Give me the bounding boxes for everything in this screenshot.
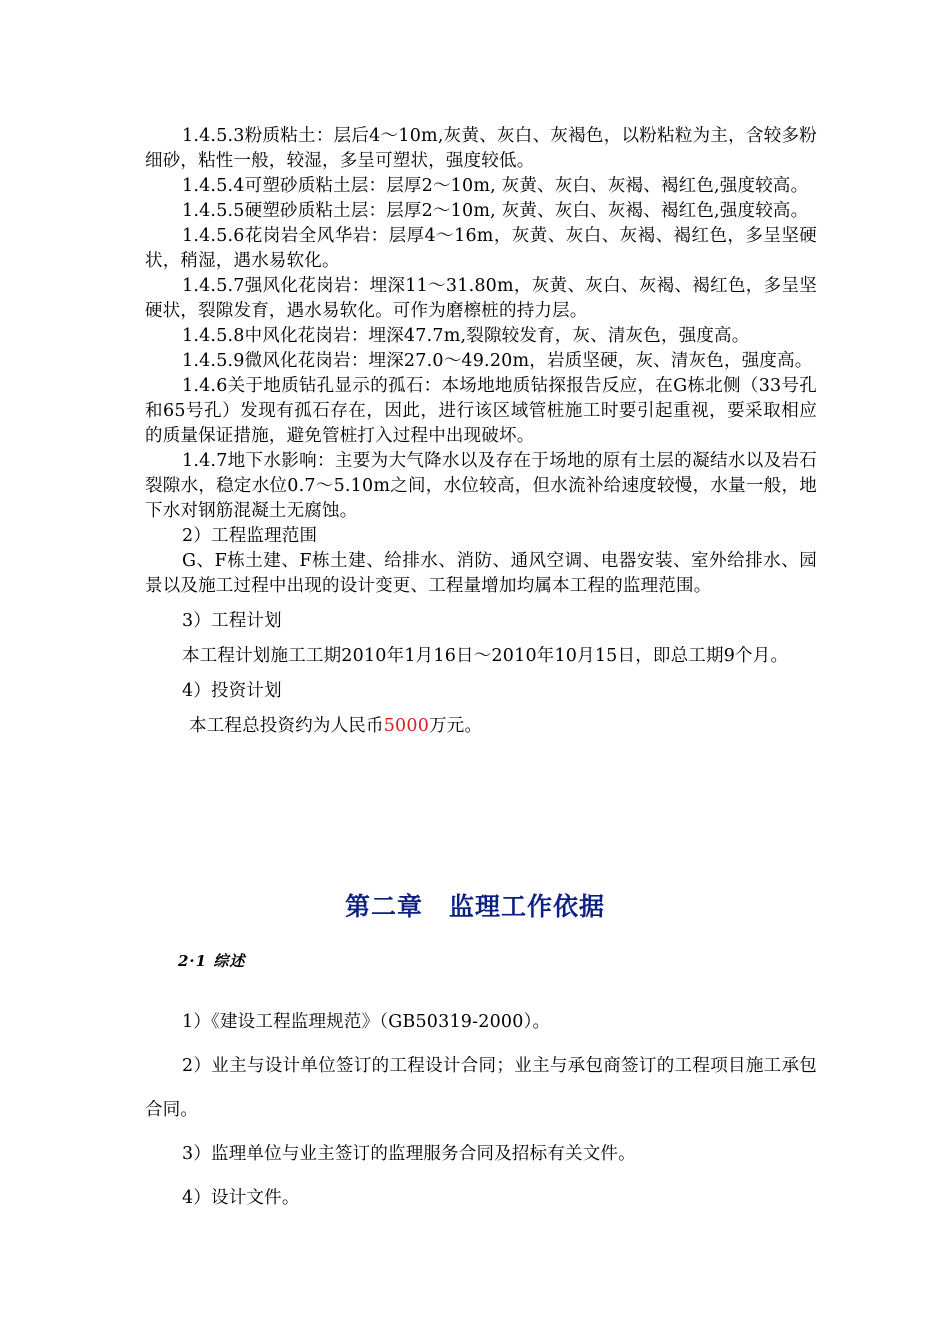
basis-item: 4）设计文件。 xyxy=(182,1188,300,1208)
investment-amount: 5000 xyxy=(383,716,430,736)
basis-item: 1）《建设工程监理规范》（GB50319-2000）。 xyxy=(182,1012,551,1032)
basis-item: 3）监理单位与业主签订的监理服务合同及招标有关文件。 xyxy=(182,1144,636,1164)
heading-investment-plan: 4）投资计划 xyxy=(182,681,282,701)
investment-prefix: 本工程总投资约为人民币 xyxy=(189,716,384,736)
paragraph-moderately-weathered-granite: 1.4.5.8中风化花岗岩：埋深47.7m,裂隙较发育，灰、清灰色，强度高。 xyxy=(182,326,750,346)
paragraph-investment xyxy=(145,714,817,739)
paragraph-boulders: 1.4.6关于地质钻孔显示的孤石：本场地地质钻探报告反应，在G栋北侧（33号孔和65号孔）发现有孤石存在，因此，进行该区域管桩施工时要引起重视，要采取相应的质量保证措施，避免管桩打入过程中出现破坏。 xyxy=(145,376,817,446)
chapter-title: 第二章 监理工作依据 xyxy=(344,892,605,921)
paragraph-supervision-scope: G、F栋土建、F栋土建、给排水、消防、通风空调、电器安装、室外给排水、园景以及施工过程中出现的设计变更、工程量增加均属本工程的监理范围。 xyxy=(145,551,817,596)
heading-project-schedule: 3）工程计划 xyxy=(182,611,282,631)
paragraph-project-schedule: 本工程计划施工工期2010年1月16日～2010年10月15日，即总工期9个月。 xyxy=(182,646,789,666)
paragraph-plastic-sandy-clay: 1.4.5.4可塑砂质粘土层：层厚2～10m, 灰黄、灰白、灰褐、褐红色,强度较高。 xyxy=(182,176,809,196)
investment-suffix: 万元。 xyxy=(429,716,483,736)
basis-list xyxy=(145,1000,817,1220)
paragraph-strongly-weathered-granite: 1.4.5.7强风化花岗岩：埋深11～31.80m，灰黄、灰白、灰褐、褐红色，多呈坚硬状，裂隙发育，遇水易软化。可作为磨檫桩的持力层。 xyxy=(145,276,817,321)
paragraph-groundwater: 1.4.7地下水影响：主要为大气降水以及存在于场地的原有土层的凝结水以及岩石裂隙水，稳定水位0.7～5.10m之间，水位较高，但水流补给速度较慢，水量一般，地下水对钢筋混凝土无腐蚀。 xyxy=(145,451,817,521)
document-body xyxy=(145,124,817,739)
paragraph-hard-plastic-sandy-clay: 1.4.5.5硬塑砂质粘土层：层厚2～10m, 灰黄、灰白、灰褐、褐红色,强度较高。 xyxy=(182,201,809,221)
paragraph-fully-weathered-granite: 1.4.5.6花岗岩全风华岩：层厚4～16m，灰黄、灰白、灰褐、褐红色，多呈坚硬状，稍湿，遇水易软化。 xyxy=(145,226,817,271)
paragraph-slightly-weathered-granite: 1.4.5.9微风化花岗岩：埋深27.0～49.20m，岩质坚硬，灰、清灰色，强度高。 xyxy=(182,351,813,371)
paragraph-silty-clay: 1.4.5.3粉质粘土：层后4～10m,灰黄、灰白、灰褐色，以粉粘粒为主，含较多粉细砂，粘性一般，较湿，多呈可塑状，强度较低。 xyxy=(145,126,817,171)
basis-item: 2）业主与设计单位签订的工程设计合同；业主与承包商签订的工程项目施工承包合同。 xyxy=(145,1056,817,1120)
section-title: 2·1 综述 xyxy=(178,952,246,970)
heading-supervision-scope: 2）工程监理范围 xyxy=(182,526,318,546)
